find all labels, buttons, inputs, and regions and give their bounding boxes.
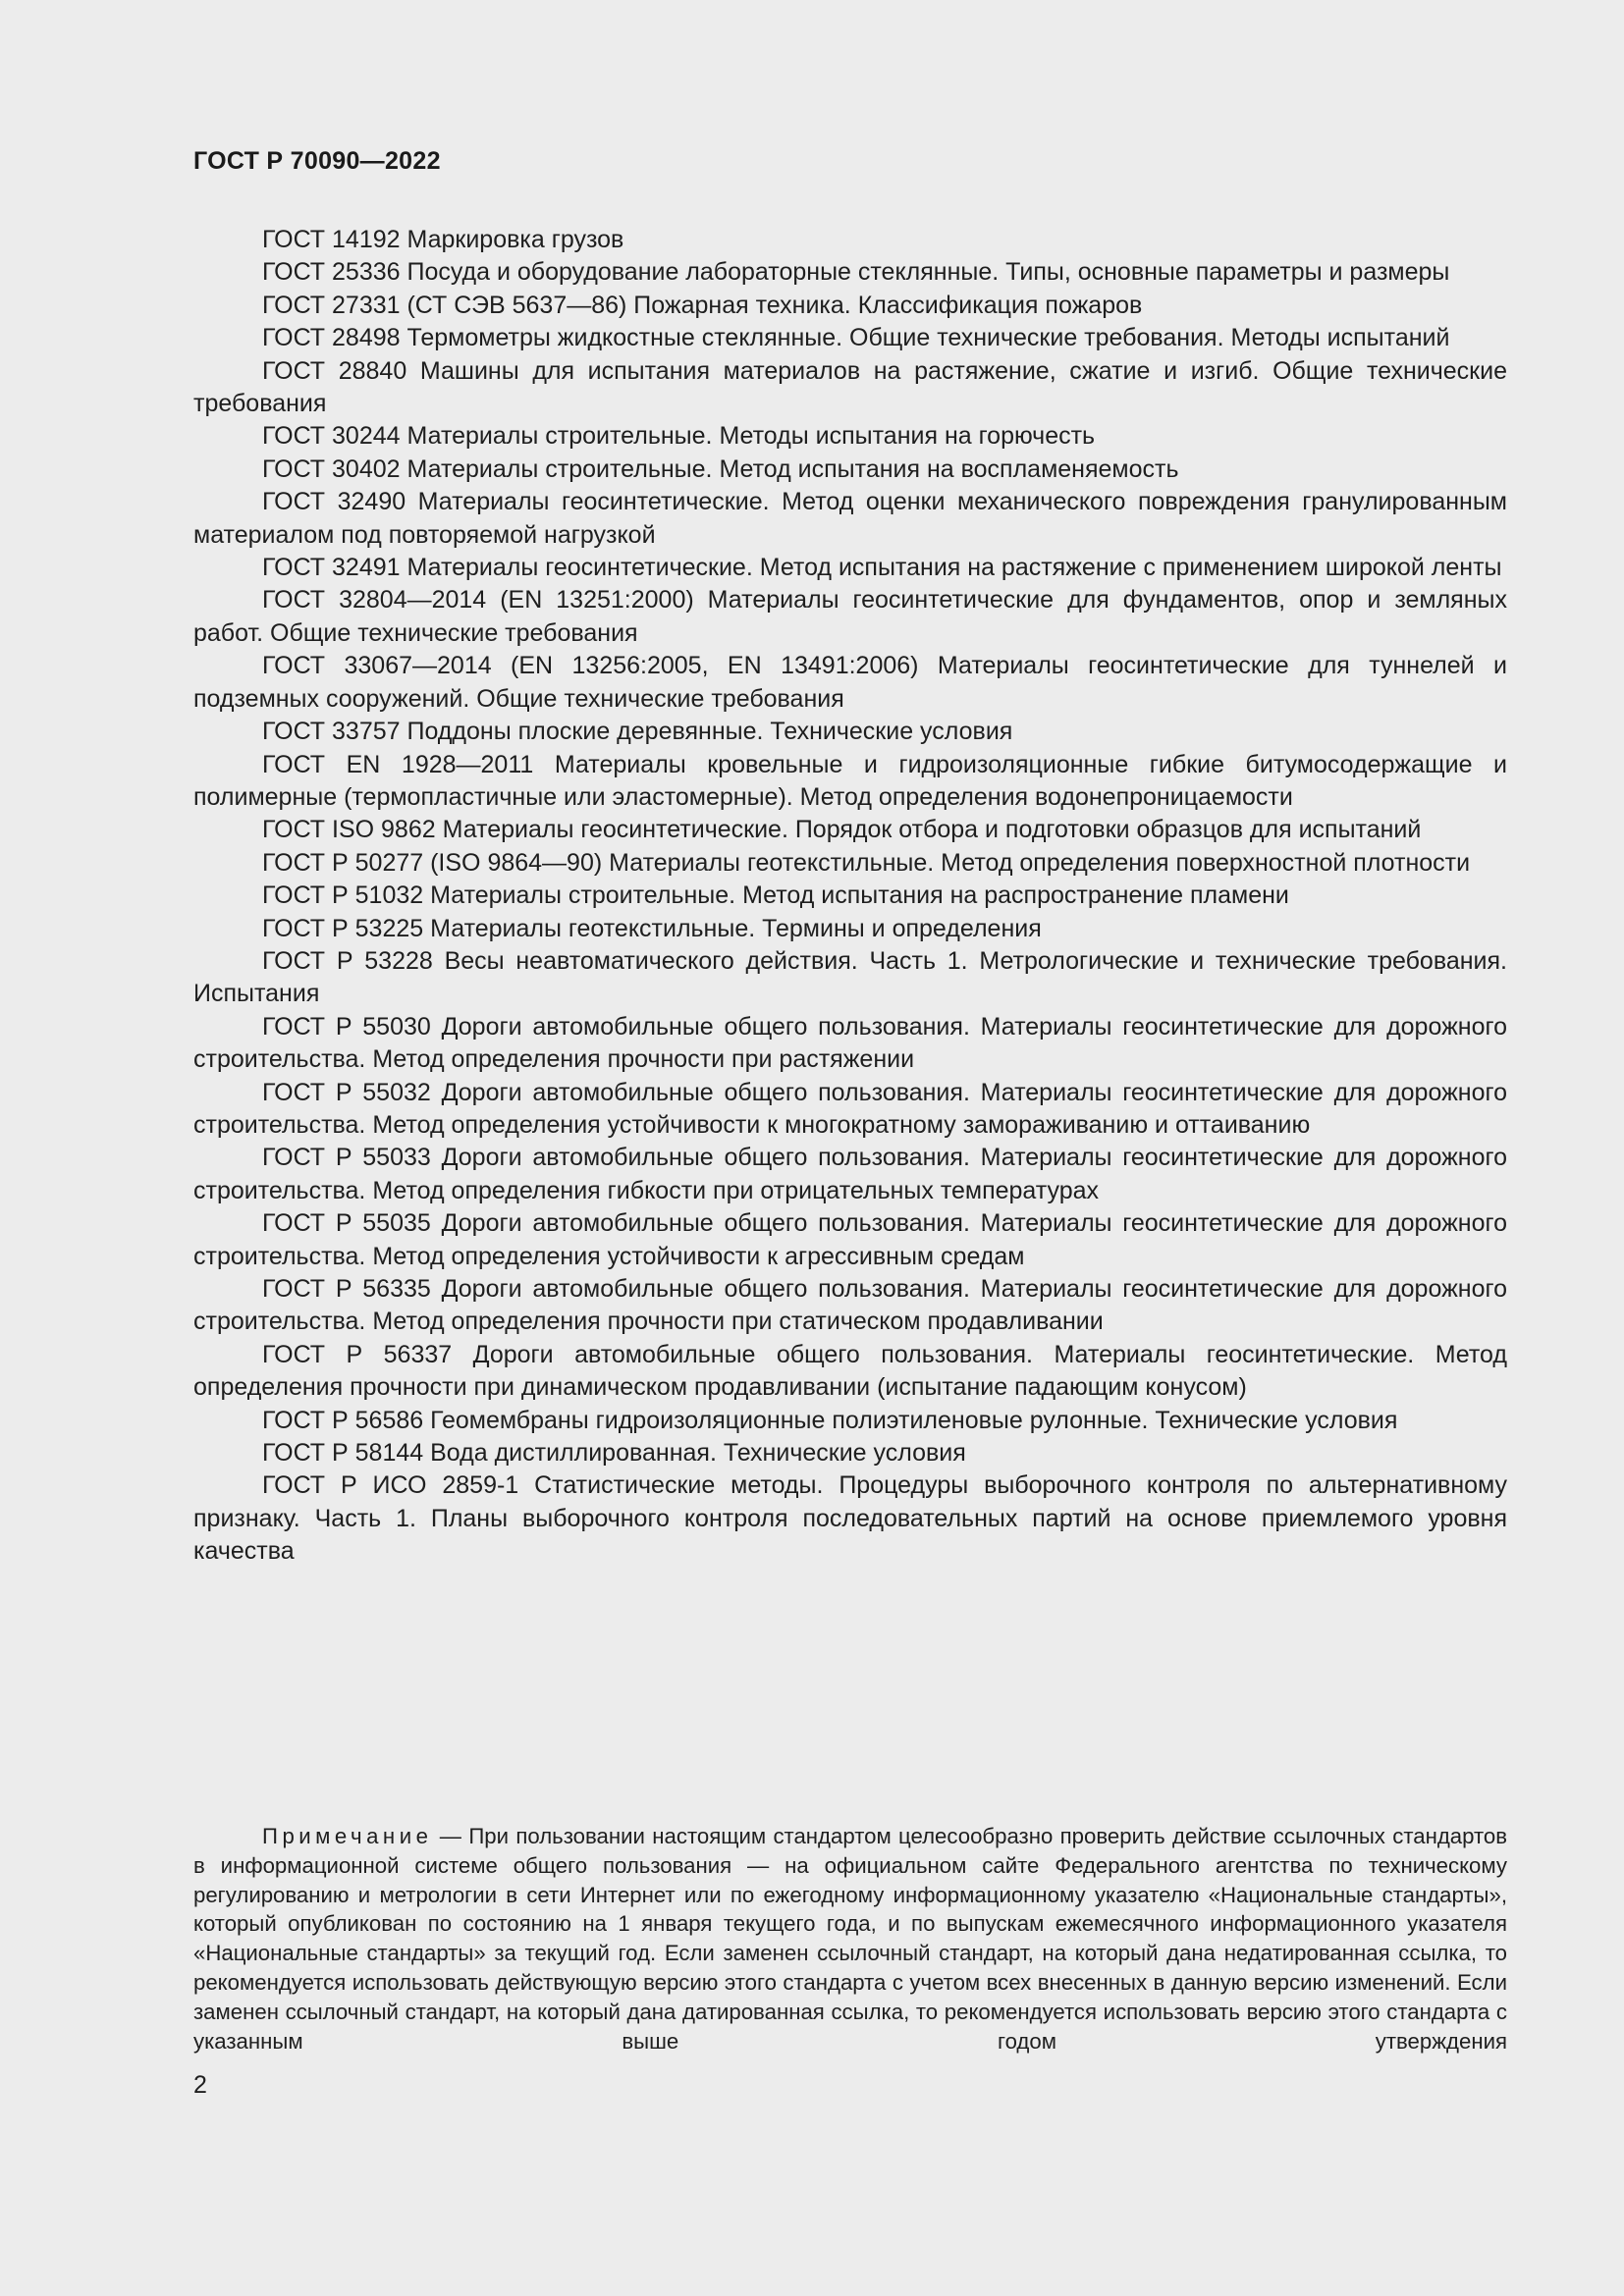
- reference-item: ГОСТ ISO 9862 Материалы геосинтетические. Порядок отбора и подготовки образцов для испытаний: [262, 816, 1422, 844]
- reference-item: ГОСТ 33067—2014 (EN 13256:2005, EN 13491:2006) Материалы геосинтетические для туннелей и подземных сооружений. Общие технические требования: [193, 652, 1507, 713]
- reference-item: ГОСТ 30244 Материалы строительные. Методы испытания на горючесть: [262, 422, 1096, 451]
- reference-item: ГОСТ Р 50277 (ISO 9864—90) Материалы геотекстильные. Метод определения поверхностной плотности: [262, 848, 1471, 877]
- reference-item: ГОСТ Р 56335 Дороги автомобильные общего пользования. Материалы геосинтетические для дорожного строительства. Метод определения прочности при статическом продавливании: [193, 1275, 1507, 1336]
- reference-item: ГОСТ 32804—2014 (EN 13251:2000) Материалы геосинтетические для фундаментов, опор и земляных работ. Общие технические требования: [193, 586, 1507, 647]
- reference-item: ГОСТ 30402 Материалы строительные. Метод испытания на воспламеняемость: [262, 454, 1179, 483]
- note-label: Примечание: [262, 1824, 433, 1848]
- reference-item: ГОСТ 32491 Материалы геосинтетические. Метод испытания на растяжение с применением широкой ленты: [262, 554, 1502, 582]
- reference-item: ГОСТ Р 51032 Материалы строительные. Метод испытания на распространение пламени: [262, 881, 1289, 910]
- reference-item: ГОСТ 28840 Машины для испытания материалов на растяжение, сжатие и изгиб. Общие технические требования: [193, 356, 1507, 418]
- reference-item: ГОСТ Р 53228 Весы неавтоматического действия. Часть 1. Метрологические и технические требования. Испытания: [193, 946, 1507, 1008]
- reference-item: ГОСТ Р 53225 Материалы геотекстильные. Термины и определения: [262, 914, 1042, 942]
- reference-item: ГОСТ EN 1928—2011 Материалы кровельные и гидроизоляционные гибкие битумосодержащие и полимерные (термопластичные или эластомерные). Метод определения водонепроницаемости: [193, 750, 1507, 811]
- normative-references-list: [193, 224, 1507, 1569]
- reference-item: ГОСТ Р 55030 Дороги автомобильные общего пользования. Материалы геосинтетические для дорожного строительства. Метод определения прочности при растяжении: [193, 1012, 1507, 1074]
- reference-item: ГОСТ Р ИСО 2859-1 Статистические методы. Процедуры выборочного контроля по альтернативному признаку. Часть 1. Планы выборочного контроля последовательных партий на основе приемлемого уровня качества: [193, 1471, 1507, 1566]
- reference-item: ГОСТ 27331 (СТ СЭВ 5637—86) Пожарная техника. Классификация пожаров: [262, 291, 1143, 319]
- reference-item: ГОСТ 33757 Поддоны плоские деревянные. Технические условия: [262, 718, 1013, 746]
- reference-item: ГОСТ Р 55033 Дороги автомобильные общего пользования. Материалы геосинтетические для дорожного строительства. Метод определения гибкости при отрицательных температурах: [193, 1144, 1507, 1204]
- reference-item: ГОСТ Р 58144 Вода дистиллированная. Технические условия: [262, 1439, 966, 1468]
- reference-item: ГОСТ 32490 Материалы геосинтетические. Метод оценки механического повреждения гранулированным материалом под повторяемой нагрузкой: [193, 488, 1507, 549]
- reference-item: ГОСТ Р 56337 Дороги автомобильные общего пользования. Материалы геосинтетические. Метод определения прочности при динамическом продавливании (испытание падающим конусом): [193, 1340, 1507, 1402]
- reference-item: ГОСТ 25336 Посуда и оборудование лабораторные стеклянные. Типы, основные параметры и размеры: [262, 258, 1450, 287]
- note-paragraph: [193, 1822, 1507, 2056]
- reference-item: ГОСТ 14192 Маркировка грузов: [262, 226, 624, 253]
- page-number: 2: [193, 2071, 207, 2099]
- note-text: — При пользовании настоящим стандартом целесообразно проверить действие ссылочных стандартов в информационной системе общего пользования — на официальном сайте Федерального агентства по техническому регулированию и метрологии в сети Интернет или по ежегодному информационному указателю «Национальные стандарты», который опубликован по состоянию на 1 января текущего года, и по выпускам ежемесячного информационного указателя «Национальные стандарты» за текущий год. Если заменен ссылочный стандарт, на который дана недатированная ссылка, то рекомендуется использовать действующую версию этого стандарта с учетом всех внесенных в данную версию изменений. Если заменен ссылочный стандарт, на который дана датированная ссылка, то рекомендуется использовать версию этого стандарта с указанным выше годом утверждения: [193, 1824, 1507, 2054]
- document-header: ГОСТ Р 70090—2022: [193, 147, 441, 175]
- reference-item: ГОСТ Р 56586 Геомембраны гидроизоляционные полиэтиленовые рулонные. Технические условия: [262, 1406, 1398, 1434]
- reference-item: ГОСТ Р 55035 Дороги автомобильные общего пользования. Материалы геосинтетические для дорожного строительства. Метод определения устойчивости к агрессивным средам: [193, 1209, 1507, 1270]
- reference-item: ГОСТ 28498 Термометры жидкостные стеклянные. Общие технические требования. Методы испытаний: [262, 324, 1450, 352]
- reference-item: ГОСТ Р 55032 Дороги автомобильные общего пользования. Материалы геосинтетические для дорожного строительства. Метод определения устойчивости к многократному замораживанию и оттаиванию: [193, 1078, 1507, 1139]
